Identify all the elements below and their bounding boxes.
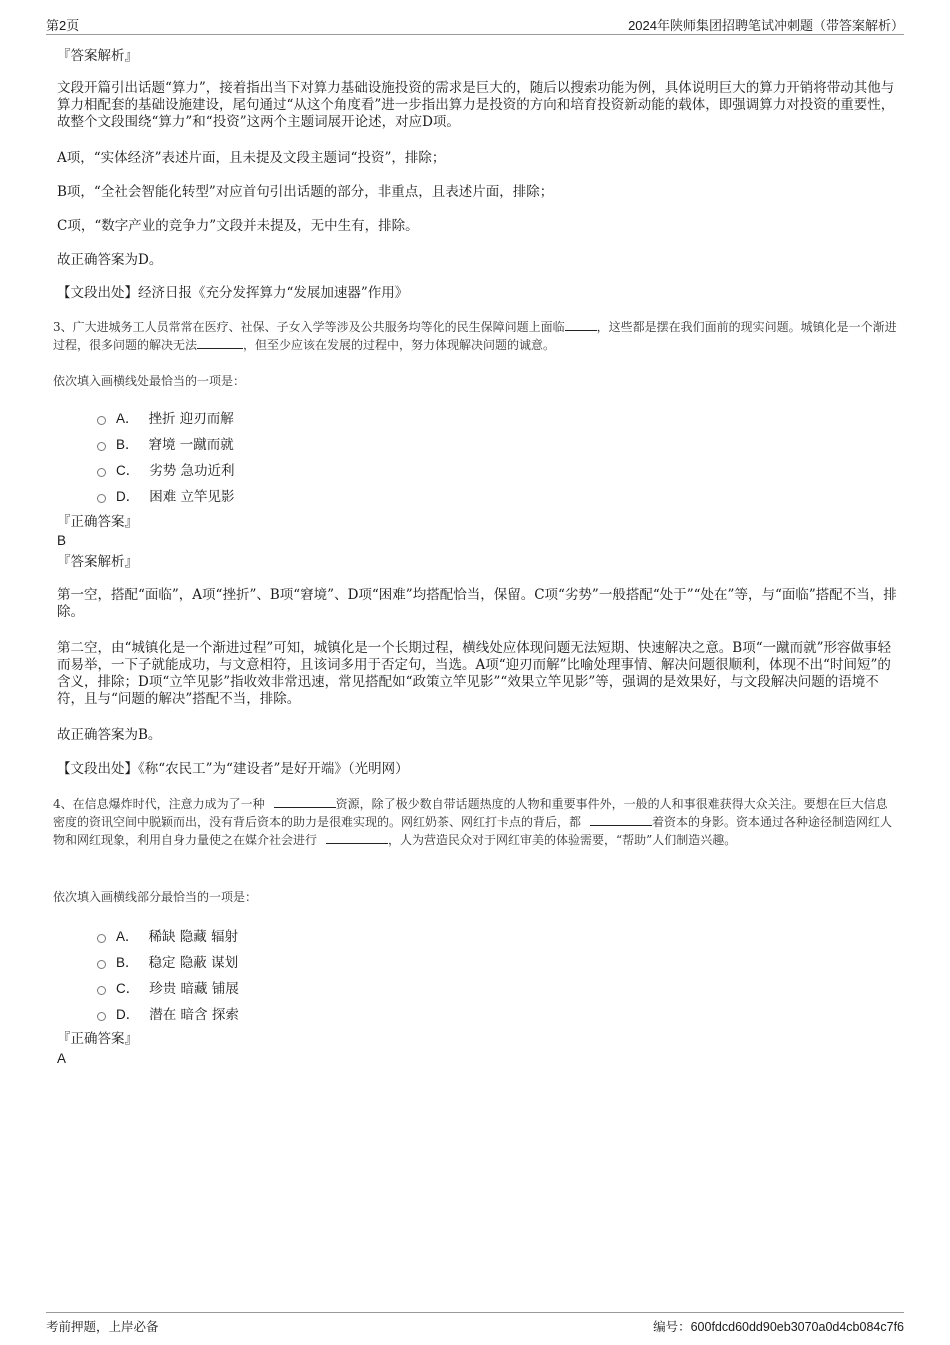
radio-icon[interactable]: [97, 494, 106, 503]
q4-option-c[interactable]: C． 珍贵 暗藏 铺展: [97, 974, 239, 1000]
q2-conclusion: 故正确答案为D。: [57, 252, 163, 268]
q2-option-b-analysis: B项，“全社会智能化转型”对应首句引出话题的部分，非重点，且表述片面，排除；: [57, 184, 554, 200]
page-header: [46, 14, 904, 35]
q3-options: [97, 404, 235, 508]
q3-analysis-1: 第一空，搭配“面临”，A项“挫折”、B项“窘境”、D项“困难”均搭配恰当，保留。C项“劣势”一般搭配“处于”“处在”等，与“面临”搭配不当，排除。: [57, 587, 897, 620]
q2-option-a-analysis: A项，“实体经济”表述片面，且未提及文段主题词“投资”，排除；: [57, 150, 446, 166]
page-footer: [46, 1312, 904, 1339]
q3-answer: B: [57, 533, 67, 548]
q3-option-b[interactable]: B． 窘境 一蹴而就: [97, 430, 235, 456]
q3-blank-1: [565, 318, 597, 331]
q3-option-d[interactable]: D． 困难 立竿见影: [97, 482, 235, 508]
q4-options: [97, 922, 239, 1026]
q4-option-a[interactable]: A． 稀缺 隐藏 辐射: [97, 922, 239, 948]
radio-icon[interactable]: [97, 960, 106, 969]
q3-analysis-2: 第二空，由“城镇化是一个渐进过程”可知，城镇化是一个长期过程，横线处应体现问题无法短期、快速解决之意。B项“一蹴而就”形容做事轻而易举，一下子就能成功，与文意相符，且该词多用于否定句，当选。A项“迎刃而解”比喻处理事情、解决问题很顺利，体现不出“时间短”的含义，排除；D项“立竿见影”指收效非常迅速，常见搭配如“政策立竿见影”“效果立竿见影”等，强调的是效果好，与文段解决问题的语境不符，且与“问题的解决”搭配不当，排除。: [57, 640, 892, 707]
radio-icon[interactable]: [97, 1012, 106, 1021]
q4-stem: 4、在信息爆炸时代，注意力成为了一种 资源，除了极少数自带话题热度的人物和重要事件外，一般的人和事很难获得大众关注。要想在巨大信息密度的资讯空间中脱颖而出，没有背后资本的助力是很难实现的。网红奶茶、网红打卡点的背后，都 着资本的身影。资本通过各种途径制造网红人物和网红现象，利用自身力量使之在媒介社会进行 ，人为营造民众对于网红审美的体验需要，“帮助”人们制造兴趣。: [53, 797, 893, 847]
q2-analysis-label: 『答案解析』: [57, 48, 138, 64]
q3-option-c[interactable]: C． 劣势 急功近利: [97, 456, 235, 482]
q3-blank-2: [197, 336, 243, 349]
q4-option-b[interactable]: B． 稳定 隐蔽 谋划: [97, 948, 239, 974]
q3-analysis-label: 『答案解析』: [57, 554, 138, 570]
radio-icon[interactable]: [97, 442, 106, 451]
q3-conclusion: 故正确答案为B。: [57, 727, 162, 743]
q4-prompt: 依次填入画横线部分最恰当的一项是：: [53, 890, 258, 904]
q4-answer: A: [57, 1051, 67, 1066]
q2-analysis-text: 文段开篇引出话题“算力”，接着指出当下对算力基础设施投资的需求是巨大的，随后以搜索功能为例，具体说明巨大的算力开销将带动其他与算力相配套的基础设施建设，尾句通过“从这个角度看”进一步指出算力是投资的方向和培育投资新动能的载体，即强调算力对投资的重要性，故整个文段围绕“算力”和“投资”这两个主题词展开论述，对应D项。: [57, 80, 895, 130]
q4-option-d[interactable]: D． 潜在 暗含 探索: [97, 1000, 239, 1026]
radio-icon[interactable]: [97, 986, 106, 995]
q3-answer-label: 『正确答案』: [57, 514, 138, 530]
radio-icon[interactable]: [97, 468, 106, 477]
q4-blank-3: [326, 831, 388, 844]
footer-slogan: 考前押题，上岸必备: [46, 1319, 159, 1334]
q4-blank-2: [590, 813, 652, 826]
q4-blank-1: [274, 795, 336, 808]
radio-icon[interactable]: [97, 416, 106, 425]
document-title: 2024年陕师集团招聘笔试冲刺题（带答案解析）: [628, 18, 904, 33]
q3-source: 【文段出处】《称“农民工”为“建设者”是好开端》（光明网）: [57, 761, 409, 777]
page-number: 第2页: [46, 18, 80, 33]
q3-prompt: 依次填入画横线处最恰当的一项是：: [53, 374, 246, 388]
q3-option-a[interactable]: A． 挫折 迎刃而解: [97, 404, 235, 430]
q2-source: 【文段出处】经济日报《充分发挥算力“发展加速器”作用》: [57, 285, 409, 301]
footer-code: 编号：600fdcd60dd90eb3070a0d4cb084c7f6: [653, 1319, 904, 1334]
q2-option-c-analysis: C项，“数字产业的竞争力”文段并未提及，无中生有，排除。: [57, 218, 419, 234]
q3-stem: 3、广大进城务工人员常常在医疗、社保、子女入学等涉及公共服务均等化的民生保障问题上面临 ，这些都是摆在我们面前的现实问题。城镇化是一个渐进过程，很多问题的解决无法 ，但至少应该在发展的过程中，努力体现解决问题的诚意。: [53, 320, 897, 352]
q4-answer-label: 『正确答案』: [57, 1031, 138, 1047]
radio-icon[interactable]: [97, 934, 106, 943]
